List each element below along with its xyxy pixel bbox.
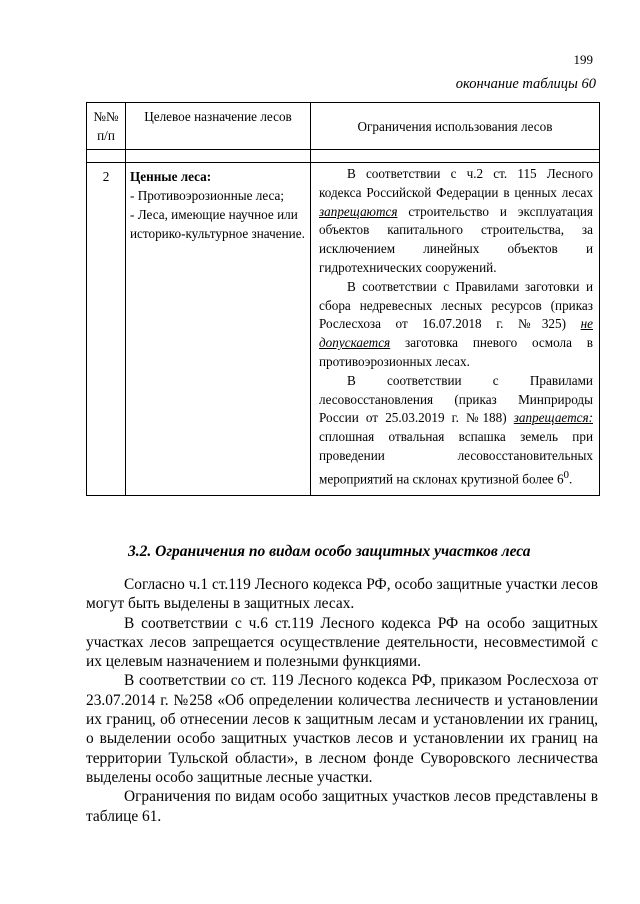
restriction-paragraph: В соответствии с ч.2 ст. 115 Лесного кодекса Российской Федерации в ценных лесах запрещаются строительство и эксплуатация объектов капитального строительства, за исключением линейных объектов и гидротехнических сооружений. <box>319 166 593 275</box>
body-paragraph: Согласно ч.1 ст.119 Лесного кодекса РФ, особо защитные участки лесов могут быть выделены в защитных лесах. <box>86 576 598 613</box>
restrictions-table <box>86 102 600 496</box>
purpose-item: - Противоэрозионные леса; <box>130 188 285 203</box>
table-row <box>87 163 600 496</box>
section-heading: 3.2. Ограничения по видам особо защитных участков леса <box>128 543 531 560</box>
table-caption: окончание таблицы 60 <box>455 76 596 92</box>
restriction-paragraph: В соответствии с Правилами лесовосстановления (приказ Минприроды России от 25.03.2019 г. №188) запрещается: сплошная отвальная вспашка земель при проведении лесовосстановительных мероприятий на склонах крутизной более $6^0$. <box>319 372 593 487</box>
body-paragraph: В соответствии со ст. 119 Лесного кодекса РФ, приказом Рослесхоза от 23.07.2014 г. №258 «Об определении количества лесничеств и установлении их границ, об отнесении лесов к защитным лесам и установлении их границ, о выделении особо защитных участков лесов и установлении их границ на территории Тульской области», в лесном фонде Суворовского лесничества выделены особо защитные лесные участки. <box>86 672 598 786</box>
purpose-item: - Леса, имеющие научное или историко-культурное значение. <box>130 207 305 241</box>
header-purpose: Целевое назначение лесов <box>126 103 311 150</box>
header-number: №№ п/п <box>87 103 126 150</box>
restriction-emphasis: не допускается <box>319 316 593 351</box>
body-paragraph: В соответствии с ч.6 ст.119 Лесного кодекса РФ на особо защитных участках лесов запрещается осуществление деятельности, несовместимой с их целевым назначением и полезными функциями. <box>86 614 598 671</box>
restriction-emphasis: запрещаются <box>319 203 398 219</box>
body-paragraph: Ограничения по видам особо защитных участков лесов представлены в таблице 61. <box>86 788 598 825</box>
row-number: 2 <box>87 163 126 496</box>
table-header-row <box>87 103 600 150</box>
section-body <box>86 575 598 826</box>
purpose-title: Ценные леса: <box>130 169 212 184</box>
table-spacer-row <box>87 150 600 163</box>
row-purpose <box>126 163 311 496</box>
degree-superscript: 0 <box>563 468 570 481</box>
row-restrictions <box>311 163 600 496</box>
page-number: 199 <box>573 52 593 67</box>
header-restrictions: Ограничения использования лесов <box>311 103 600 150</box>
restriction-emphasis: запрещается: <box>513 410 593 426</box>
restriction-paragraph: В соответствии с Правилами заготовки и сбора недревесных лесных ресурсов (приказ Рослесхоза от 16.07.2018 г. №325) не допускается заготовка пневого осмола в противоэрозионных лесах. <box>319 278 593 369</box>
